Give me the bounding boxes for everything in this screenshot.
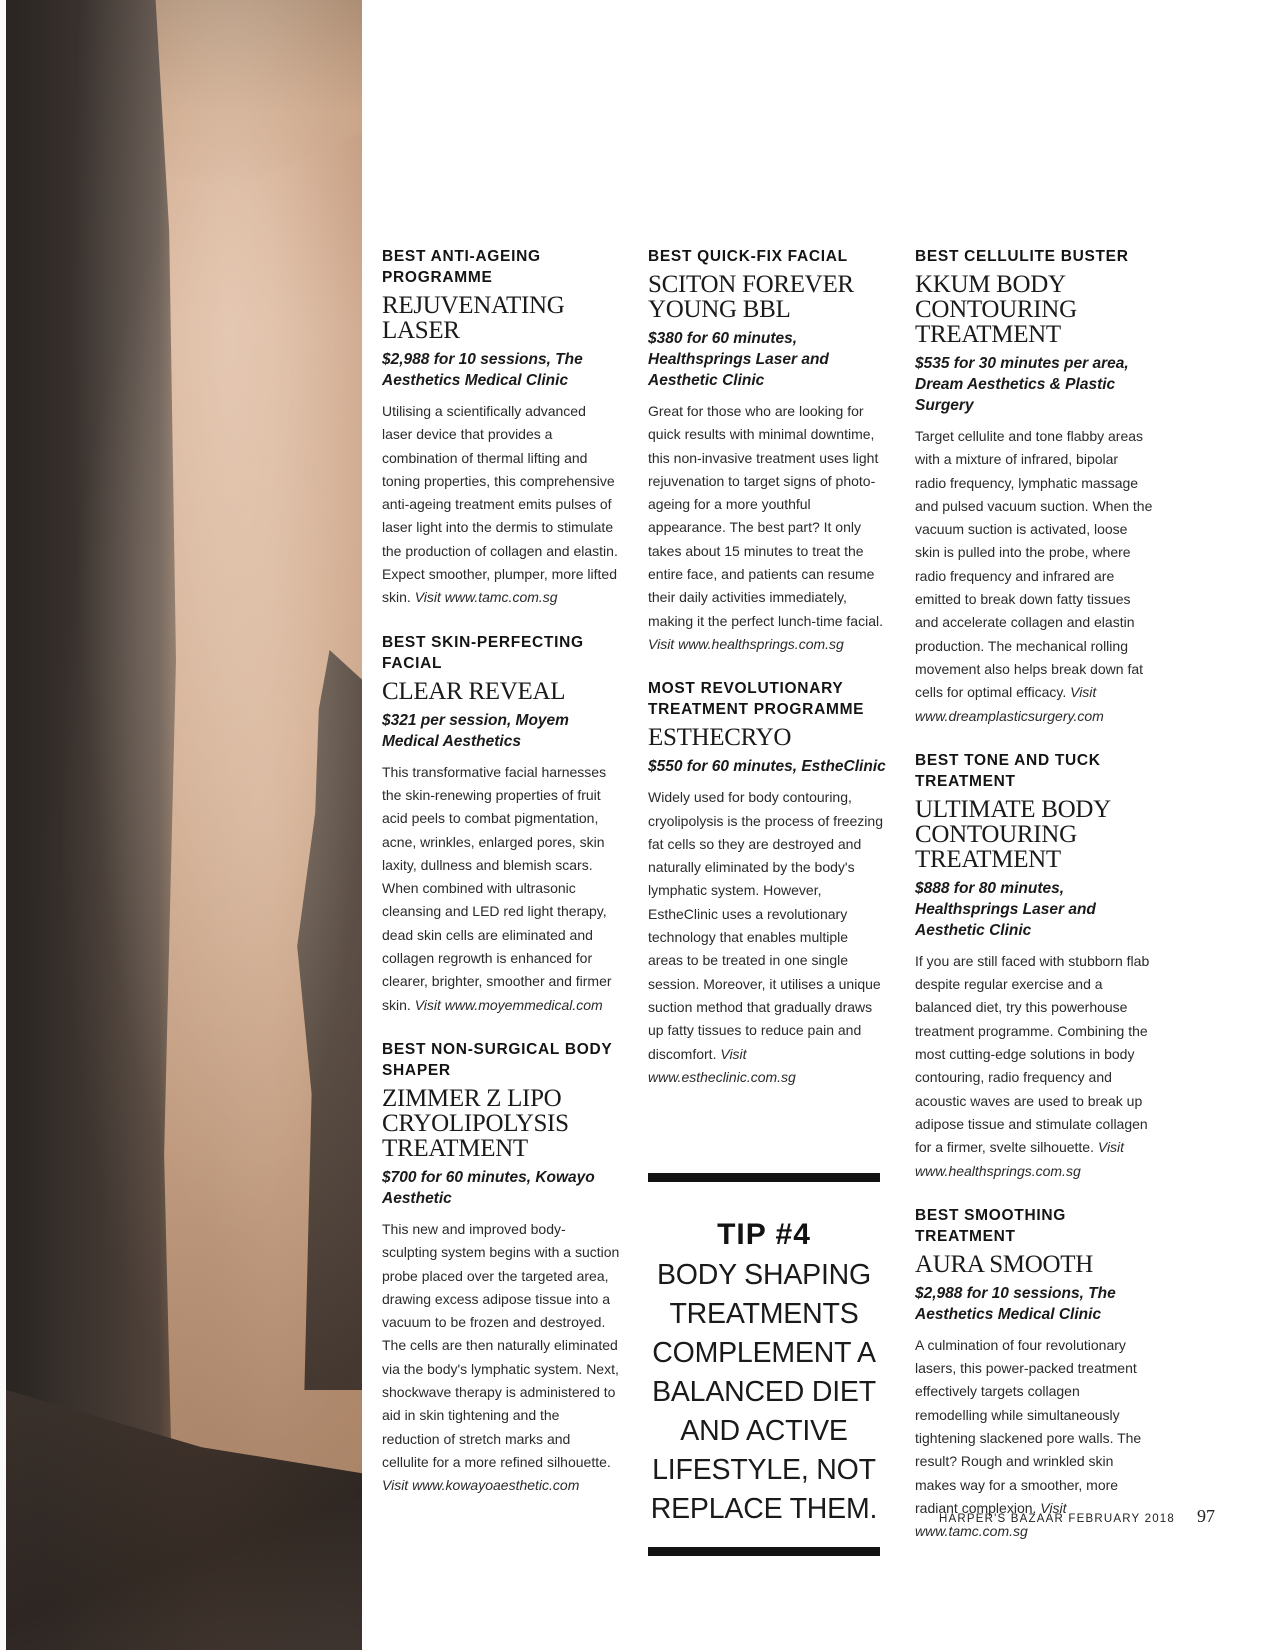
price-line: $321 per session, Moyem Medical Aesthetics — [382, 711, 569, 750]
visit-link[interactable]: Visit www.healthsprings.com.sg — [915, 1139, 1125, 1179]
treatment-entry — [915, 750, 1153, 1183]
page-edge — [0, 0, 6, 1650]
visit-link[interactable]: Visit www.tamc.com.sg — [414, 589, 558, 606]
category-heading: BEST TONE AND TUCK TREATMENT — [915, 751, 1101, 790]
tip-text: BODY SHAPING TREATMENTS COMPLEMENT A BALANCED DIET AND ACTIVE LIFESTYLE, NOT REPLACE THEM. — [650, 1259, 878, 1525]
publication-line: HARPER'S BAZAAR FEBRUARY 2018 — [939, 1513, 1175, 1525]
wall-texture — [0, 0, 362, 1650]
tip-callout — [648, 1173, 880, 1556]
treatment-name: REJUVENATING LASER — [382, 292, 565, 344]
price-line: $535 for 30 minutes per area, Dream Aesthetics & Plastic Surgery — [915, 355, 1129, 414]
visit-link[interactable]: Visit www.estheclinic.com.sg — [648, 1045, 796, 1085]
column-1 — [382, 246, 620, 1520]
category-heading: MOST REVOLUTIONARY TREATMENT PROGRAMME — [648, 680, 865, 719]
treatment-entry — [382, 632, 620, 1017]
price-line: $2,988 for 10 sessions, The Aesthetics Medical Clinic — [382, 351, 583, 389]
description — [648, 786, 886, 1089]
visit-link[interactable]: Visit www.dreamplasticsurgery.com — [915, 684, 1104, 724]
treatment-name: SCITON FOREVER YOUNG BBL — [648, 271, 854, 323]
treatment-entry — [382, 246, 620, 610]
description-text: This new and improved body-sculpting system begins with a suction probe placed over the targeted area, drawing excess adipose tissue into a vacuum to be frozen and destroyed. The cells are then naturally eliminated via the body's lymphatic system. Next, shockwave therapy is administered to aid in skin tightening and the reduction of stretch marks and cellulite for a more refined silhouette. — [382, 1220, 620, 1470]
category-heading: BEST NON-SURGICAL BODY SHAPER — [382, 1040, 613, 1079]
price-line: $380 for 60 minutes, Healthsprings Laser and Aesthetic Clinic — [648, 330, 829, 389]
column-3 — [915, 246, 1153, 1566]
treatment-name: KKUM BODY CONTOURING TREATMENT — [915, 271, 1077, 348]
description-text: This transformative facial harnesses the skin-renewing properties of fruit acid peels to combat pigmentation, acne, wrinkles, enlarged pores, skin laxity, dullness and blemish scars. When combined with ultrasonic cleansing and LED red light therapy, dead skin cells are eliminated and collagen regrowth is enhanced for clearer, brighter, smoother and firmer skin. — [382, 763, 612, 1013]
treatment-name: ULTIMATE BODY CONTOURING TREATMENT — [915, 795, 1110, 873]
description-text: Widely used for body contouring, cryolipolysis is the process of freezing fat cells so they are destroyed and naturally eliminated by the body's lymphatic system. However, EstheClinic uses a revolutionary technology that enables multiple areas to be treated in one single session. Moreover, it utilises a unique suction method that gradually draws up fatty tissues to reduce pain and discomfort. — [648, 789, 883, 1062]
price-line: $700 for 60 minutes, Kowayo Aesthetic — [382, 1168, 595, 1207]
description-text: If you are still faced with stubborn flab despite regular exercise and a balanced diet, try this powerhouse treatment programme. Combining the most cutting-edge solutions in body contouring, radio frequency and acoustic waves are used to break up adipose tissue and stimulate collagen for a firmer, svelte silhouette. — [915, 952, 1150, 1156]
tip-title: TIP #4 — [717, 1218, 811, 1251]
description — [382, 1218, 620, 1498]
treatment-name: AURA SMOOTH — [915, 1250, 1093, 1278]
treatment-entry — [915, 246, 1153, 728]
column-2 — [648, 246, 886, 1111]
description — [382, 761, 620, 1017]
category-heading: BEST SMOOTHING TREATMENT — [915, 1206, 1067, 1245]
category-heading: BEST CELLULITE BUSTER — [915, 248, 1129, 265]
treatment-name: ESTHECRYO — [648, 724, 792, 752]
price-line: $2,988 for 10 sessions, The Aesthetics Medical Clinic — [915, 1284, 1116, 1323]
category-heading: BEST QUICK-FIX FACIAL — [648, 248, 848, 265]
treatment-name: ZIMMER Z LIPO CRYOLIPOLYSIS TREATMENT — [382, 1084, 569, 1162]
description — [915, 950, 1153, 1183]
page-number: 97 — [1197, 1506, 1215, 1526]
price-line: $888 for 80 minutes, Healthsprings Laser and Aesthetic Clinic — [915, 879, 1096, 939]
description-text: Utilising a scientifically advanced laser device that provides a combination of thermal lifting and toning properties, this comprehensive anti-ageing treatment emits pulses of laser light into the dermis to stimulate the production of collagen and elastin. Expect smoother, plumper, more lifted skin. — [382, 403, 618, 606]
treatment-entry — [382, 1039, 620, 1498]
description-text: Great for those who are looking for quick results with minimal downtime, this non-invasive treatment uses light rejuvenation to target signs of photo-ageing for a more youthful appearance. The best part? It only takes about 15 minutes to treat the entire face, and patients can resume their daily activities immediately, making it the perfect lunch-time facial. — [648, 403, 883, 629]
visit-link[interactable]: Visit www.moyemmedical.com — [414, 996, 603, 1013]
visit-link[interactable]: Visit www.healthsprings.com.sg — [648, 635, 844, 652]
visit-link[interactable]: Visit www.tamc.com.sg — [915, 1499, 1067, 1540]
category-heading: BEST SKIN-PERFECTING FACIAL — [382, 633, 584, 672]
page-footer — [939, 1506, 1215, 1527]
description — [915, 425, 1153, 728]
price-line: $550 for 60 minutes, EstheClinic — [648, 758, 886, 776]
treatment-entry — [915, 1205, 1153, 1544]
description — [648, 400, 886, 656]
category-heading: BEST ANTI-AGEING PROGRAMME — [382, 248, 541, 286]
description-text: Target cellulite and tone flabby areas with a mixture of infrared, bipolar radio frequency, lymphatic massage and pulsed vacuum suction. When the vacuum suction is activated, loose skin is pulled into the probe, where radio frequency and infrared are emitted to break down fatty tissues and accelerate collagen and elastin production. The mechanical rolling movement also helps break down fat cells for optimal efficacy. — [915, 428, 1153, 701]
treatment-entry — [648, 678, 886, 1089]
description — [382, 400, 620, 610]
visit-link[interactable]: Visit www.kowayoaesthetic.com — [382, 1477, 580, 1494]
cover-photograph — [0, 0, 362, 1650]
treatment-name: CLEAR REVEAL — [382, 677, 566, 705]
description-text: A culmination of four revolutionary lasers, this power-packed treatment effectively targets collagen remodelling while simultaneously tightening slackened pore walls. The result? Rough and wrinkled skin makes way for a smoother, more radiant complexion. — [915, 1336, 1142, 1516]
treatment-entry — [648, 246, 886, 656]
